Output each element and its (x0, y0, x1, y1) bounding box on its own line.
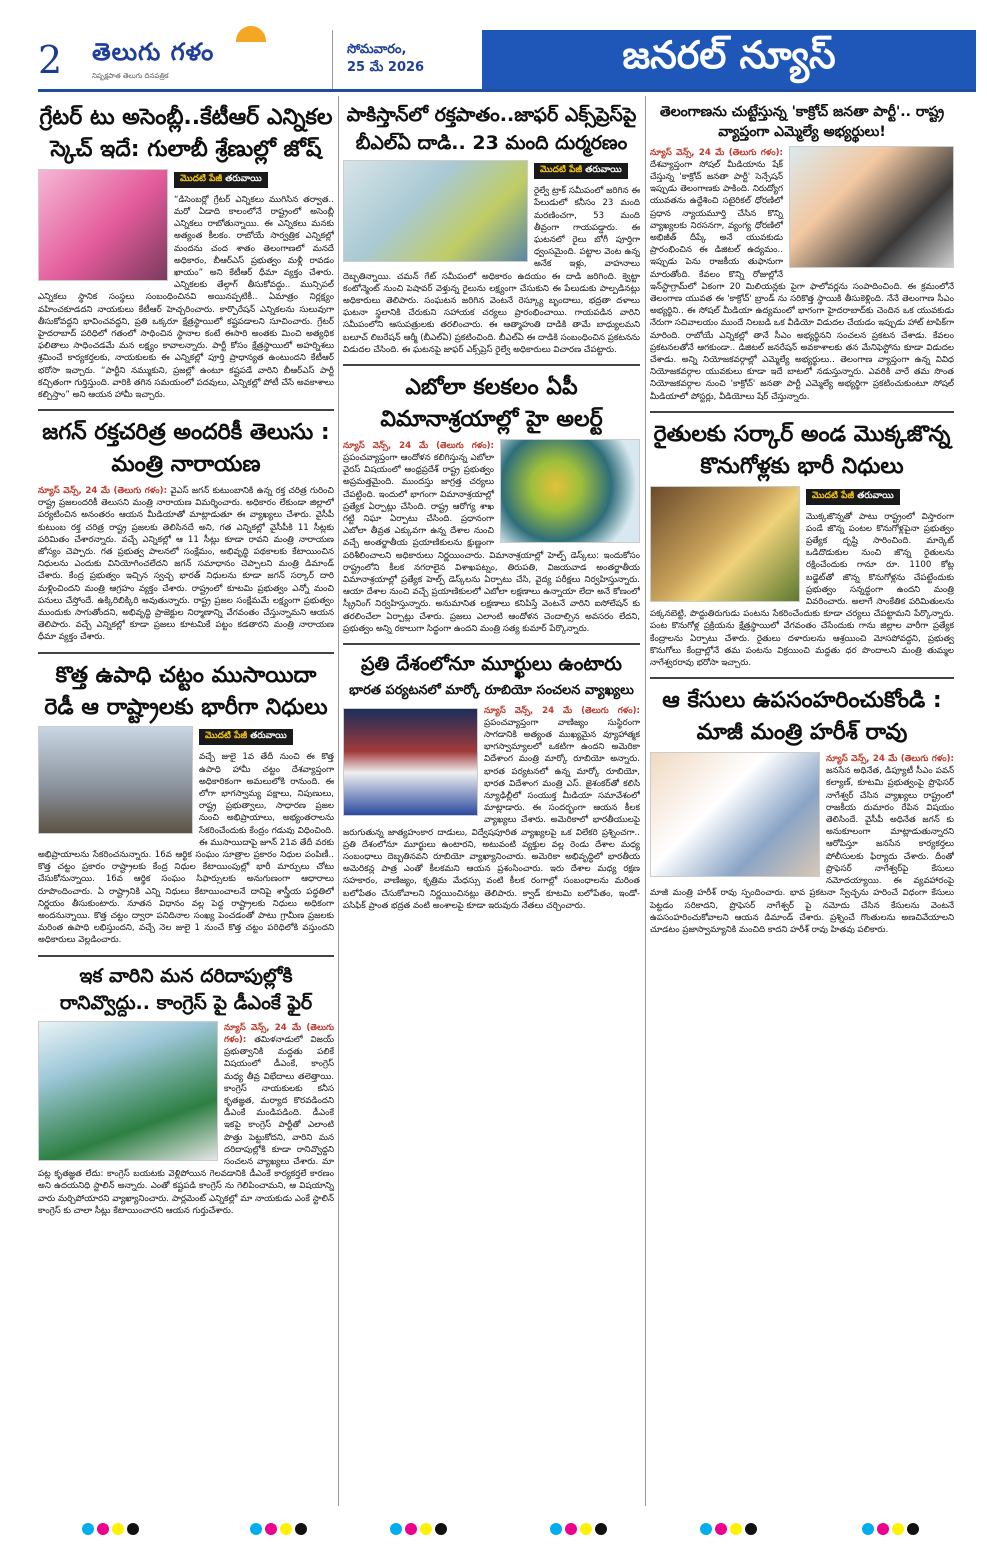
article-body: మొక్కజొన్నతో పాటు రాష్ట్రంలో విస్తారంగా పండే జొన్న పంటల కొనుగోళ్లపైనా ప్రభుత్వం ప్రత్యేక దృష్టి సారించింది. మార్కెట్ ఒడిదొడుకుల నుంచి జొన్న రైతులను రక్షించేందుకు గానూ రూ. 1100 కోట్ల బడ్జెట్‌తో జొన్న కొనుగోళ్లను చేపట్టేందుకు ప్రభుత్వం సన్నద్ధంగా ఉందని మంత్రి వివరించారు. అలాగే సాంకేతిక పరిమితులను పక్కనబెట్టి, పొద్దుతిరుగుడు పంటను సేకరించేందుకు కూడా చర్యలు చేపట్టామని పేర్కొన్నారు. పంట కొనుగోళ్ల ప్రక్రియను క్షేత్రస్థాయిలో వేగవంతం చేసేందుకు గాను జిల్లాల వారీగా ప్రత్యేక కేంద్రాలను ఏర్పాటు చేశారు. రైతులు దళారులను ఆశ్రయించి మోసపోవద్దని, ప్రభుత్వ కొనుగోలు కేంద్రాల్లోనే తమ పంటను విక్రయించి మద్దతు ధర పొందాలని మంత్రి తుమ్మల నాగేశ్వరరావు భరోసా ఇచ్చారు. (650, 511, 954, 669)
politicians-photo (38, 1021, 218, 1161)
article-headline: ప్రతి దేశంలోనూ మూర్ఖులు ఉంటారు (361, 652, 622, 675)
logo-tagline: నిష్పక్షపాత తెలుగు దినపత్రిక (92, 71, 169, 80)
column-divider (645, 96, 646, 1506)
article-ktr (38, 96, 334, 411)
masthead (38, 30, 976, 92)
workers-photo (38, 726, 193, 834)
article-headline: ఇక వారిని మన దరిదాపుల్లోకి రానివ్వొద్దు.. కాంగ్రెస్ పై డీఎంకే ఫైర్ (59, 964, 313, 1015)
logo-text: తెలుగు గళం (92, 37, 215, 66)
continued-tag: మొదటి పేజీ తరువాయి (806, 489, 900, 505)
sun-logo-icon (236, 26, 266, 42)
grain-photo (650, 486, 800, 602)
article-body: న్యూస్ వెన్స్, 24 మే (తెలుగు గళం): ప్రపంచవ్యాప్తంగా వాణిజ్యం సుస్థిరంగా సాగడానికి అత్యంత ముఖ్యమైన వ్యూహాత్మక భాగస్వామ్యాలలో ఒకటిగా ఉందని అమెరికా విదేశాంగ మంత్రి మార్కో రూబియో అన్నారు. భారత పర్యటనలో ఉన్న మార్కో రూబియో, భారత విదేశాంగ మంత్రి ఎస్. జైశంకర్‌తో కలిసి న్యూఢిల్లీలో సంయుక్త మీడియా సమావేశంలో మాట్లాడారు. ఈ సందర్భంగా ఆయన కీలక వ్యాఖ్యలు చేశారు. అమెరికాలో భారతీయులపై జరుగుతున్న జాత్యహంకార దాడులు, విద్వేషపూరిత వ్యాఖ్యలపై ఒక విలేకరి ప్రశ్నించగా.. ప్రతి దేశంలోనూ మూర్ఖులు ఉంటారని, అటువంటి వ్యక్తుల వల్ల రెండు దేశాల మధ్య సంబంధాలు దెబ్బతినవని రూబియో వ్యాఖ్యానించారు. అమెరికా అభివృద్ధిలో భారతీయ అమెరికన్ల పాత్ర ఎంతో కీలకమని ఆయన ప్రశంసించారు. ఇరు దేశాల మధ్య రక్షణ సహకారం, వాణిజ్యం, కృత్రిమ మేధస్సు వంటి కీలక రంగాల్లో సంబంధాలను మరింత బలోపేతం చేసుకోవాలని నిర్ణయించినట్లు తెలిపారు. క్వాడ్ కూటమి బలోపేతం, ఇండో-పసిఫిక్ ప్రాంత భద్రత వంటి అంశాలపై కూడా ఇరువురు నేతలు చర్చించారు. (343, 705, 640, 911)
column-2 (343, 96, 640, 1506)
article-ebola (343, 366, 640, 645)
issue-day: సోమవారం, (347, 41, 407, 57)
issue-date (332, 30, 482, 89)
article-rubio (343, 645, 640, 920)
color-registration-marks (550, 1523, 607, 1535)
issue-date-value: 25 మే 2026 (347, 59, 425, 75)
dateline: న్యూస్ వెన్స్, 24 మే (తెలుగు గళం): (224, 1022, 334, 1045)
article-headline: ఆ కేసులు ఉపసంహరించుకోండి : మాజీ మంత్రి హరీశ్ రావు (662, 688, 942, 746)
article-body: న్యూస్ వెన్స్, 24 మే (తెలుగు గళం): వైఎస్ జగన్ కుటుంబానికి ఉన్న రక్త చరిత్ర గురించి రాష్ట్ర ప్రజలందరికీ తెలుసని మంత్రి నారాయణ విమర్శించారు. అధికారం లేకుండా జిల్లాలో పర్యటించిన అనంతరం ఆయన మీడియాతో మాట్లాడుతూ ఈ వ్యాఖ్యలు చేశారు. వైసీపీ కుటుంబ రక్త చరిత్ర రాష్ట్ర ప్రజలకు తెలిసినదే అని, గత ఎన్నికల్లో వైసీపీకి 11 సీట్లకు పరిమితం చేశారన్నారు. వచ్చే ఎన్నికల్లో ఆ 11 సీట్లు కూడా రావని మంత్రి నారాయణ జోస్యం చెప్పారు. గత ప్రభుత్వ పాలనలో సంక్షేమం, అభివృద్ధి పథకాలకు కేటాయించిన నిధులను ఎందుకు వినియోగించలేదని జగన్ సమాధానం చెప్పాలని మంత్రి డిమాండ్ చేశారు. కేంద్ర ప్రభుత్వం ఇచ్చిన స్వచ్ఛ భారత్ నిధులను కూడా జగన్ సర్కార్ దారి మళ్లించిందని మంత్రి ఆగ్రహం వ్యక్తం చేశారు. రాష్ట్రంలో కూటమి ప్రభుత్వం ఎన్నో మంచి పనులు చేస్తోందే. ఉక్కిరిబిక్కిరి అవుతున్నారు. రాష్ట్ర ప్రజల సంక్షేమమే లక్ష్యంగా ప్రభుత్వం ముందుకు సాగుతోందని, అభివృద్ధి ప్రాజెక్టుల నిర్మాణాన్ని వేగవంతం చేస్తున్నామని ఆయన తెలిపారు. వచ్చే ఎన్నికల్లో కూడా ప్రజలు కూటమికే పట్టం కడతారని మంత్రి నారాయణ ధీమా వ్యక్తం చేశారు. (38, 486, 334, 643)
article-body: “డిసెంబర్లో గ్రేటర్ ఎన్నికలు ముగిసిన తర్వాత.. మరో ఏడాది కాలంలోనే రాష్ట్రంలో అసెంబ్లీ ఎన్నికలు రాబోతున్నాయి. ఈ ఎన్నికలు మనకు అత్యంత కీలకం. రాబోయే సార్వత్రిక ఎన్నికల్లో మందను చంద శాతం తెలంగాణలో మనదే అధికారం, బీఆర్ఎస్ ప్రభుత్వం మళ్లీ రావడం ఖాయం” అని కేటీఆర్ ధీమా వ్యక్తం చేశారు. ఎన్నికలకు తేల్గాగ్ తీసుకోవద్దు.. మున్సిపల్ ఎన్నికలు స్థానిక సంస్థలు సంబంధించినవి అయినప్పటికీ.. ఏమాత్రం నిర్లక్ష్యం వహించకూడదని నాయకులు కేటీఆర్ హెచ్చరించారు. కార్పొరేషన్ ఎన్నికలను సులువుగా తీసుకోవద్దని భావించవద్దని, ప్రతి ఒక్కరూ క్షేత్రస్థాయిలో కష్టపడాలని సూచించారు. గ్రేటర్ హైదరాబాద్ పరిధిలో గతంలో సాధించిన స్థానాల కంటే ఈసారి అంతకు మించి అత్యధిక ఫలితాలు సాధించడమే మన లక్ష్యం కావాలన్నారు. పార్టీ కోసం క్షేత్రస్థాయిలో అహర్నిశలు శ్రమించే కార్యకర్తలకు, నాయకులకు ఈ ఎన్నికల్లో పూర్తి ప్రాధాన్యత ఉంటుందని కేటీఆర్ భరోసా ఇచ్చారు. “పార్టీని నమ్ముకుని, ప్రజల్లో ఉంటూ కష్టపడే వారిని బీఆర్ఎస్ పార్టీ కచ్చితంగా గుర్తిస్తుంది. వారికి తగిన సమయంలో పదవులు, ఎన్నికల్లో పోటీ చేసే అవకాశాలు కల్పిస్తాం” అని ఆయన హామీ ఇచ్చారు. (38, 194, 334, 401)
dateline: న్యూస్ వెన్స్, 24 మే (తెలుగు గళం): (826, 754, 954, 765)
color-registration-marks (390, 1523, 447, 1535)
dateline: న్యూస్ వెన్స్, 24 మే (తెలుగు గళం): (38, 486, 168, 497)
rally-photo (789, 146, 954, 268)
continued-tag: మొదటి పేజీ తరువాయి (534, 163, 628, 179)
color-registration-marks (700, 1523, 757, 1535)
article-subhead: భారత పర్యటనలో మార్కో రూబియో సంచలన వ్యాఖ్యలు (349, 682, 634, 698)
article-cockroach-party (650, 96, 954, 413)
article-pakistan (343, 96, 640, 366)
ktr-photo (38, 169, 168, 281)
section-title: జనరల్ న్యూస్ (482, 30, 976, 89)
article-body: న్యూస్ వెన్స్, 24 మే (తెలుగు గళం): జనసేన అధినేత, డిప్యూటీ సీఎం పవన్ కల్యాణ్, కూటమి ప్రభుత్వంపై ప్రొఫెసర్ నాగేశ్వర్ చేసిన వ్యాఖ్యలు రాష్ట్రంలో రాజకీయ దుమారం రేపిన విషయం తెలిసిందే. వైసీపీ అధినేత జగన్ కు అనుకూలంగా మాట్లాడుతున్నారని ఆరోపిస్తూ జనసేన కార్యకర్తలు పోలీసులకు ఫిర్యాదు చేశారు. దీంతో ప్రొఫెసర్ నాగేశ్వర్‌పై కేసులు నమోదయ్యాయి. ఈ వ్యవహారంపై మాజీ మంత్రి హరీశ్ రావు స్పందించారు. భావ ప్రకటనా స్వేచ్ఛను హరించే విధంగా కేసులు పెట్టడం సరికాదని, ప్రొఫెసర్ నాగేశ్వర్ పై నమోదు చేసిన కేసులను వెంటనే ఉపసంహరించుకోవాలని ఆయన డిమాండ్ చేశారు. ప్రశ్నించే గొంతులను అణచివేయాలని చూడటం ప్రజాస్వామ్యానికి మంచిది కాదని హరీశ్ రావు హితవు పలికారు. (650, 754, 954, 935)
press-conference-photo (343, 708, 478, 816)
article-headline: జగన్ రక్తచరిత్ర అందరికీ తెలుసు : మంత్రి నారాయణ (42, 420, 330, 478)
article-body: న్యూస్ వెన్స్, 24 మే (తెలుగు గళం): ప్రపంచవ్యాప్తంగా ఆందోళన కలిగిస్తున్న ఎబోలా వైరస్ విషయంలో ఆంధ్రప్రదేశ్ రాష్ట్ర ప్రభుత్వం అప్రమత్తమైంది. ముందస్తు జాగ్రత్త చర్యలు చేపట్టింది. ఇందులో భాగంగా విమానాశ్రయాల్లో ప్రత్యేక ఏర్పాట్లు చేసింది. రాష్ట్ర ఆరోగ్య శాఖ గట్టి నిఘా ఏర్పాటు చేసింది. ప్రధానంగా ఎబోలా తీవ్రత ఎక్కువగా ఉన్న దేశాల నుంచి వచ్చే అంతర్జాతీయ ప్రయాణికులను క్షుణ్ణంగా పరిశీలించాలని అధికారులు నిర్ణయించారు. విమానాశ్రయాల్లో హెల్ప్ డెస్క్‌లు: ఇందుకోసం రాష్ట్రంలోని కీలక నగరాలైన విశాఖపట్నం, తిరుపతి, విజయవాడ అంతర్జాతీయ విమానాశ్రయాల్లో ప్రత్యేక హెల్ప్ డెస్క్‌లను ఏర్పాటు చేసి, వైద్య పరీక్షలు నిర్వహిస్తున్నారు. ఆయా దేశాల నుంచి వచ్చే ప్రయాణికులలో ఎబోలా లక్షణాలు ఉన్నాయా లేదా అనే కోణంలో స్క్రీనింగ్ నిర్వహిస్తున్నారు. అనుమానిత లక్షణాలు కనిపిస్తే వెంటనే వారిని ఐసోలేషన్ కు తరలించేలా ఏర్పాట్లు చేశారు. ప్రజలు ఎలాంటి ఆందోళన చెందాల్సిన అవసరం లేదని, ప్రభుత్వం అన్ని రకాలుగా సిద్ధంగా ఉందని మంత్రి సత్య కుమార్ పేర్కొన్నారు. (343, 440, 640, 634)
continued-tag: మొదటి పేజీ తరువాయి (174, 172, 268, 188)
column-divider (338, 96, 339, 1506)
article-headline: తెలంగాణను చుట్టేస్తున్న 'కాక్రోచ్ జనతా పార్టీ'.. రాష్ట్ర వ్యాప్తంగా ఎమ్మెల్యే అభ్యర్థులు! (659, 104, 945, 141)
train-blast-photo (343, 160, 528, 262)
article-headline: కొత్త ఉపాధి చట్టం ముసాయిదా రెడీ ఆ రాష్ట్రాలకు భారీగా నిధులు (44, 662, 328, 720)
article-harish-rao (650, 679, 954, 944)
continued-tag: మొదటి పేజీ తరువాయి (199, 729, 293, 745)
dateline: న్యూస్ వెన్స్, 24 మే (తెలుగు గళం): (484, 705, 640, 716)
dateline: న్యూస్ వెన్స్, 24 మే (తెలుగు గళం): (650, 147, 783, 158)
article-body: న్యూస్ వెన్స్, 24 మే (తెలుగు గళం): తమిళనాడులో విజయ్ ప్రభుత్వానికి మద్దతు పలికే విషయంలో డీఎంకే, కాంగ్రెస్ మధ్య తీవ్ర విభేదాలు తలెత్తాయి. కాంగ్రెస్ నాయకులకు కనీస కృతజ్ఞత, మర్యాద కొరవడిందని డీఎంకే మండిపడింది. డీఎంకే ఇకపై కాంగ్రెస్ పార్టీతో ఎలాంటి పొత్తు పెట్టుకోదని, వారిని మన దరిదాపుల్లోకి కూడా రానివ్వొద్దని సంచలన వ్యాఖ్యలు చేశారు. మా పట్ల కృతజ్ఞత లేదు: కాంగ్రెస్ బయటకు వెళ్లిపోయిన గెలవడానికి డీఎంకే కార్యకర్తలే కారణం అని ఉదయనిధి స్టాలిన్ అన్నారు. ఎంతో కష్టపడి కాంగ్రెస్ ను గెలిపించామని, ఆ విషయాన్ని వారు మర్చిపోయారని వ్యాఖ్యానించారు. పార్లమెంట్ ఎన్నికల్లో మా నాయకుడు ఎంకే స్టాలిన్ కాంగ్రెస్ కు చాలా సీట్లు కేటాయించారని ఆయన గుర్తుచేశారు. (38, 1022, 334, 1216)
virus-photo (500, 439, 640, 543)
article-headline: రైతులకు సర్కార్ అండ మొక్కజొన్న కొనుగోళ్లకు భారీ నిధులు (653, 421, 951, 479)
article-headline: గ్రేటర్ టు అసెంబ్లీ..కేటీఆర్ ఎన్నికల స్కెచ్ ఇదే: గులాబీ శ్రేణుల్లో జోష్ (39, 105, 333, 162)
article-headline: ఎబోలా కలకలం ఏపీ విమానాశ్రయాల్లో హై అలర్ట్ (380, 374, 603, 432)
article-employment-act (38, 654, 334, 957)
dateline: న్యూస్ వెన్స్, 24 మే (తెలుగు గళం): (343, 440, 494, 451)
newspaper-logo (92, 30, 332, 89)
color-registration-marks (82, 1523, 139, 1535)
article-headline: పాకిస్తాన్‌లో రక్తపాతం..జాఫర్ ఎక్స్‌ప్రెస్‌పై బీఎల్ఏ దాడి.. 23 మంది దుర్మరణం (346, 104, 637, 154)
article-narayana (38, 411, 334, 653)
leaders-photo (650, 752, 820, 877)
page-number: 2 (38, 38, 63, 82)
article-dmk (38, 957, 334, 1225)
article-body: రైల్వే ట్రాక్ సమీపంలో జరిగిన ఈ పేలుడులో కనీసం 23 మంది మరణించగా, 53 మంది తీవ్రంగా గాయపడ్డారు. ఈ ఘటనలో రైలు బోగీ పూర్తిగా ధ్వంసమైంది. పట్టాల వెంట ఉన్న అనేక ఇళ్లు, వాహనాలు దెబ్బతిన్నాయి. చమన్ గేట్ సమీపంలో అధికారం ఉదయం ఈ దాడి జరిగింది. క్వెట్టా కంటోన్మెంట్ నుంచి పెషావర్ వెళ్తున్న రైలును లక్ష్యంగా చేసుకుని ఈ పేలుడుకు పాల్పడినట్లు అధికారులు తెలిపారు. సంఘటన జరిగిన వెంటనే రెస్క్యూ బృందాలు, భద్రతా దళాలు ఘటనా స్థలానికి చేరుకుని సహాయక చర్యలు ప్రారంభించాయి. గాయపడిన వారిని సమీపంలోని ఆసుపత్రులకు తరలించారు. ఈ ఆత్మాహుతి దాడికి తామే బాధ్యులమని బలూచ్ లిబరేషన్ ఆర్మీ (బీఎల్ఏ) ప్రకటించింది. బీఎల్ఏ ఈ దాడికి సంబంధించిన ప్రకటనను విడుదల చేసింది. ఈ ఘటనపై జాఫర్ ఎక్స్‌ప్రెస్ రైల్వే అధికారులు విచారణ చేపట్టారు. (343, 186, 640, 355)
color-registration-marks (862, 1523, 919, 1535)
column-1 (38, 96, 334, 1506)
color-registration-marks (250, 1523, 307, 1535)
column-3 (650, 96, 954, 1506)
article-body: వచ్చే జులై 1వ తేదీ నుంచి ఈ కొత్త ఉపాధి హామీ చట్టం దేశవ్యాప్తంగా అధికారికంగా అమలులోకి రానుంది. ఈ లోగా భాగస్వామ్య పక్షాలు, నిపుణులు, రాష్ట్ర ప్రభుత్వాలు, సాధారణ ప్రజల నుంచి అభిప్రాయాలు, అభ్యంతరాలను సేకరించేందుకు కేంద్రం గడువు విధించింది. ఈ ముసాయిదాపై జూన్ 21వ తేదీ వరకు అభిప్రాయాలను సేకరించనున్నారు. 16వ ఆర్థిక సంఘం సూత్రాల ప్రకారం నిధుల పంపిణీ.. కొత్త చట్టం ప్రకారం రాష్ట్రాలకు కేంద్ర నిధుల కేటాయింపుల్లో భారీ మార్పులు చోటు చేసుకోనున్నాయి. 16వ ఆర్థిక సంఘం సిఫార్సులకు అనుగుణంగా ఆధారాలు రూపొందించారు. ఏ రాష్ట్రానికి ఎన్ని నిధులు కేటాయించాలనే దానిపై శాస్త్రీయ పద్ధతిలో నిర్ణయం తీసుకుంటారు. నూతన విధానం వల్ల పెద్ద రాష్ట్రాలకు నిధులు అధికంగా అందనున్నాయి. కొత్త చట్టం ద్వారా పనిదినాల సంఖ్య పెంచడంతో పాటు గ్రామీణ ప్రజలకు మరింత ఉపాధి లభిస్తుందని, వచ్చే నెల జులై 1 నుంచే కొత్త చట్టం పరిధిలోకి వస్తుందని అధికారులు వెల్లడించారు. (38, 752, 334, 946)
article-farmers (650, 413, 954, 679)
article-body: న్యూస్ వెన్స్, 24 మే (తెలుగు గళం): దేశవ్యాప్తంగా సోషల్ మీడియాను షేక్ చేస్తున్న 'కాక్రోచ్ జనతా పార్టీ' సెన్సేషన్ ఇప్పుడు తెలంగాణకు పాకింది. నిరుద్యోగ యువతను ఉద్దేశించి సటైరికల్ ధోరణిలో ప్రధాన న్యాయమూర్తి చేసిన కొన్ని వ్యాఖ్యలకు నిరసనగా, వ్యంగ్య ధోరణిలో అభిజీత్ దీప్కే అనే యువకుడు ప్రారంభించిన ఈ డిజిటల్ ఉద్యమం.. ఇప్పుడు పెను రాజకీయ తుఫానుగా మారుతోంది. కేవలం కొన్ని రోజుల్లోనే ఇన్‌స్టాగ్రామ్‌లో ఏకంగా 20 మిలియన్లకు పైగా ఫాలోవర్లను సంపాదించింది. ఈ క్రమంలోనే తెలంగాణ యువత ఈ 'కాక్రోచ్' బ్రాండ్ ను సరికొత్త స్థాయికి తీసుకెళ్లింది. నేనే తెలంగాణ సీఎం అభ్యర్థిని.. ఈ సోషల్ మీడియా ఉద్యమంలో భాగంగా హైదరాబాద్‌కు చెందిన ఒక యువకుడు నేరుగా సచివాలయం ముందే నిలబడి ఒక వీడియో విడుదల చేయడం ఇప్పుడు హాట్ టాపిక్‌గా మారింది. రాబోయే ఎన్నికల్లో తానే సీఎం అభ్యర్థినని సంచలన ప్రకటన చేశాడు. కేవలం ప్రకటనలతోనే ఆగకుండా.. డిజిటల్ జనరేషన్ అవకాశాలకు తన మేనిఫెస్టోను కూడా విడుదల చేశాడు. అన్ని నియోజకవర్గాల్లో ఎమ్మెల్యే అభ్యర్థులు.. తెలంగాణ వ్యాప్తంగా ఉన్న వివిధ నియోజకవర్గాల యువకులు కూడా ఇదే బాటలో నడుస్తున్నారు. ఎవరికి వారే తమ సొంత నియోజకవర్గాల నుంచి 'కాక్రోచ్' జనతా పార్టీ ఎమ్మెల్యే అభ్యర్థిగా ప్రకటించుకుంటూ సోషల్ మీడియాలో పోస్టర్లు, వీడియోలు షేర్ చేస్తున్నారు. (650, 147, 954, 402)
